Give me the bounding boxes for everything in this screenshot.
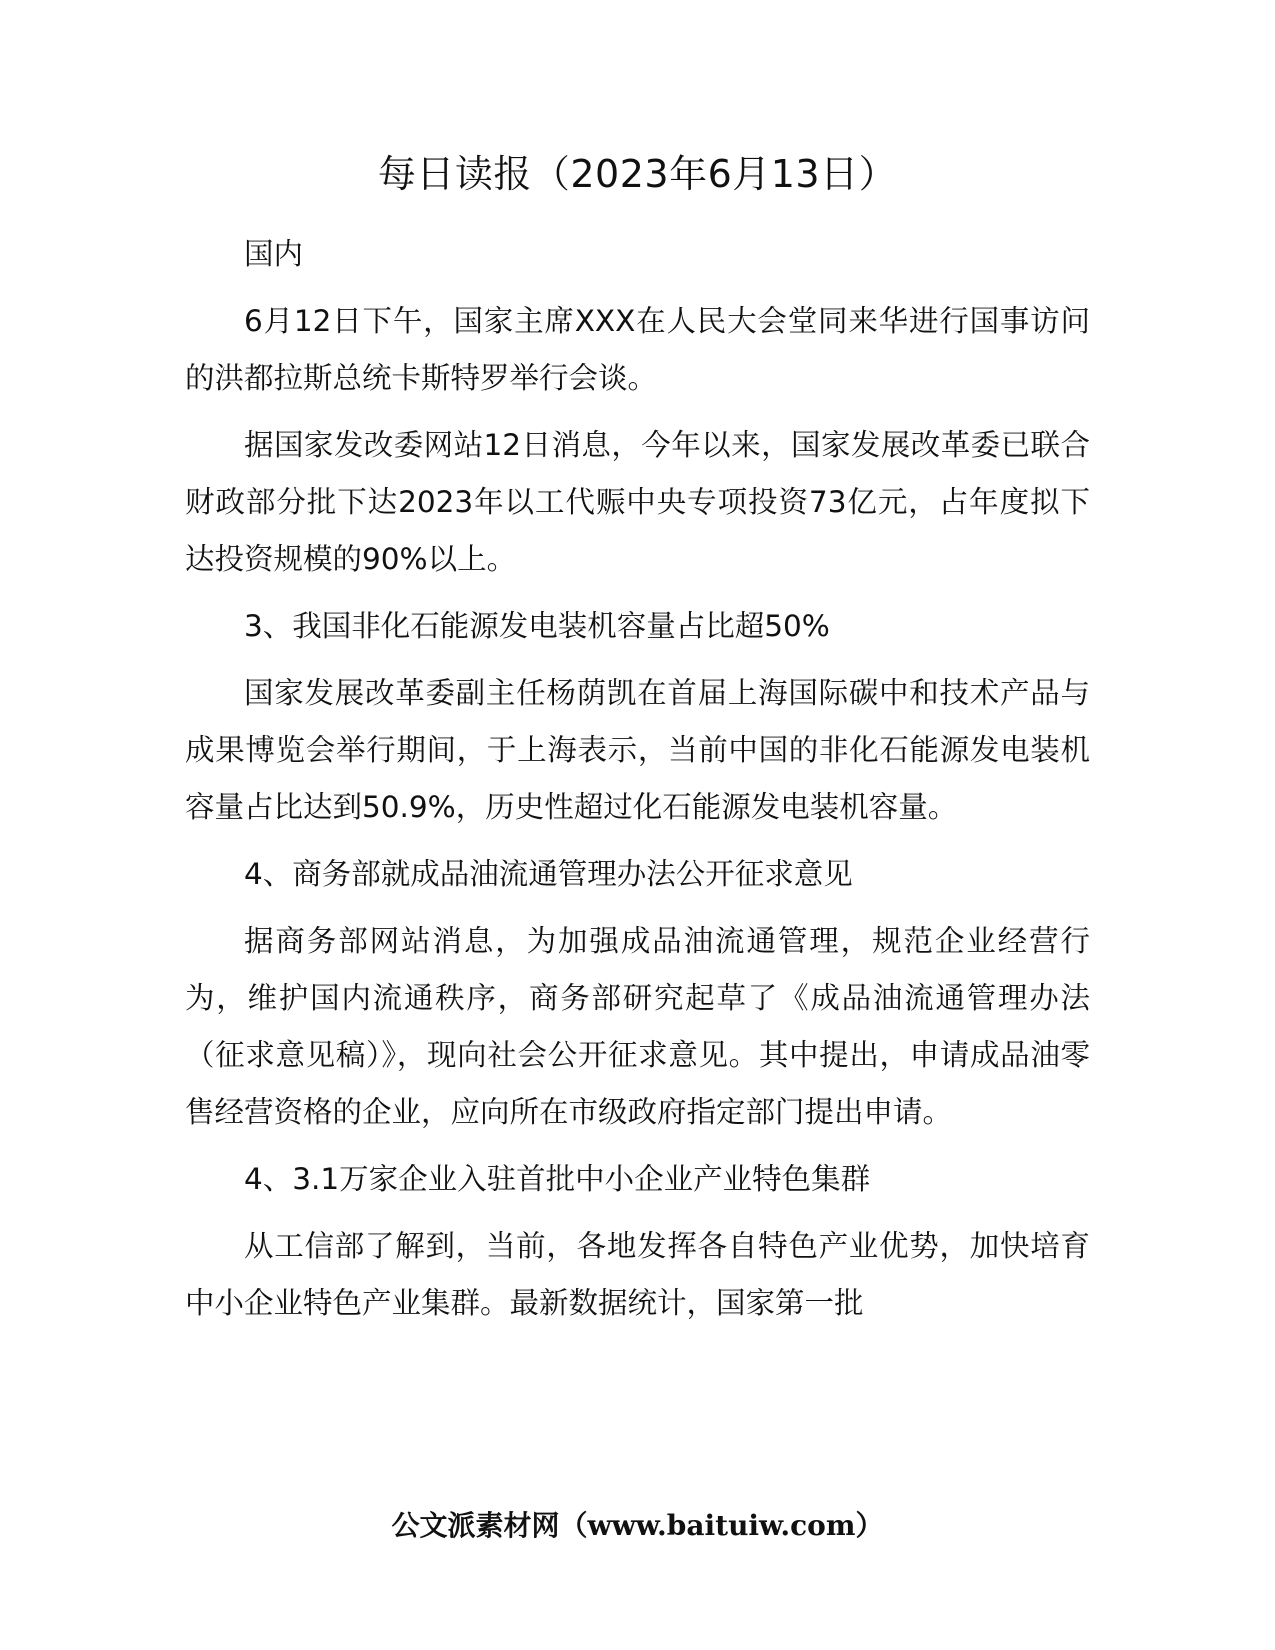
paragraph: 国家发展改革委副主任杨荫凯在首届上海国际碳中和技术产品与成果博览会举行期间，于上海表示，当前中国的非化石能源发电装机容量占比达到50.9%，历史性超过化石能源发电装机容量。 (185, 676, 1090, 824)
paragraph: 6月12日下午，国家主席XXX在人民大会堂同来华进行国事访问的洪都拉斯总统卡斯特罗举行会谈。 (185, 304, 1090, 395)
paragraph: 据商务部网站消息，为加强成品油流通管理，规范企业经营行为，维护国内流通秩序，商务部研究起草了《成品油流通管理办法（征求意见稿）》，现向社会公开征求意见。其中提出，申请成品油零售经营资格的企业，应向所在市级政府指定部门提出申请。 (185, 924, 1090, 1129)
news-heading: 3、我国非化石能源发电装机容量占比超50% (244, 609, 830, 643)
watermark-footer: 公文派素材网（www.baituiw.com） (391, 1509, 884, 1542)
document-title: 每日读报（2023年6月13日） (377, 152, 898, 196)
section-heading-domestic: 国内 (244, 237, 304, 271)
paragraph: 据国家发改委网站12日消息，今年以来，国家发展改革委已联合财政部分批下达2023年以工代赈中央专项投资73亿元，占年度拟下达投资规模的90%以上。 (185, 428, 1090, 576)
news-heading: 4、3.1万家企业入驻首批中小企业产业特色集群 (244, 1162, 871, 1196)
paragraph: 从工信部了解到，当前，各地发挥各自特色产业优势，加快培育中小企业特色产业集群。最新数据统计，国家第一批 (185, 1229, 1090, 1320)
news-heading: 4、商务部就成品油流通管理办法公开征求意见 (244, 857, 853, 891)
document-body (185, 226, 1090, 1342)
